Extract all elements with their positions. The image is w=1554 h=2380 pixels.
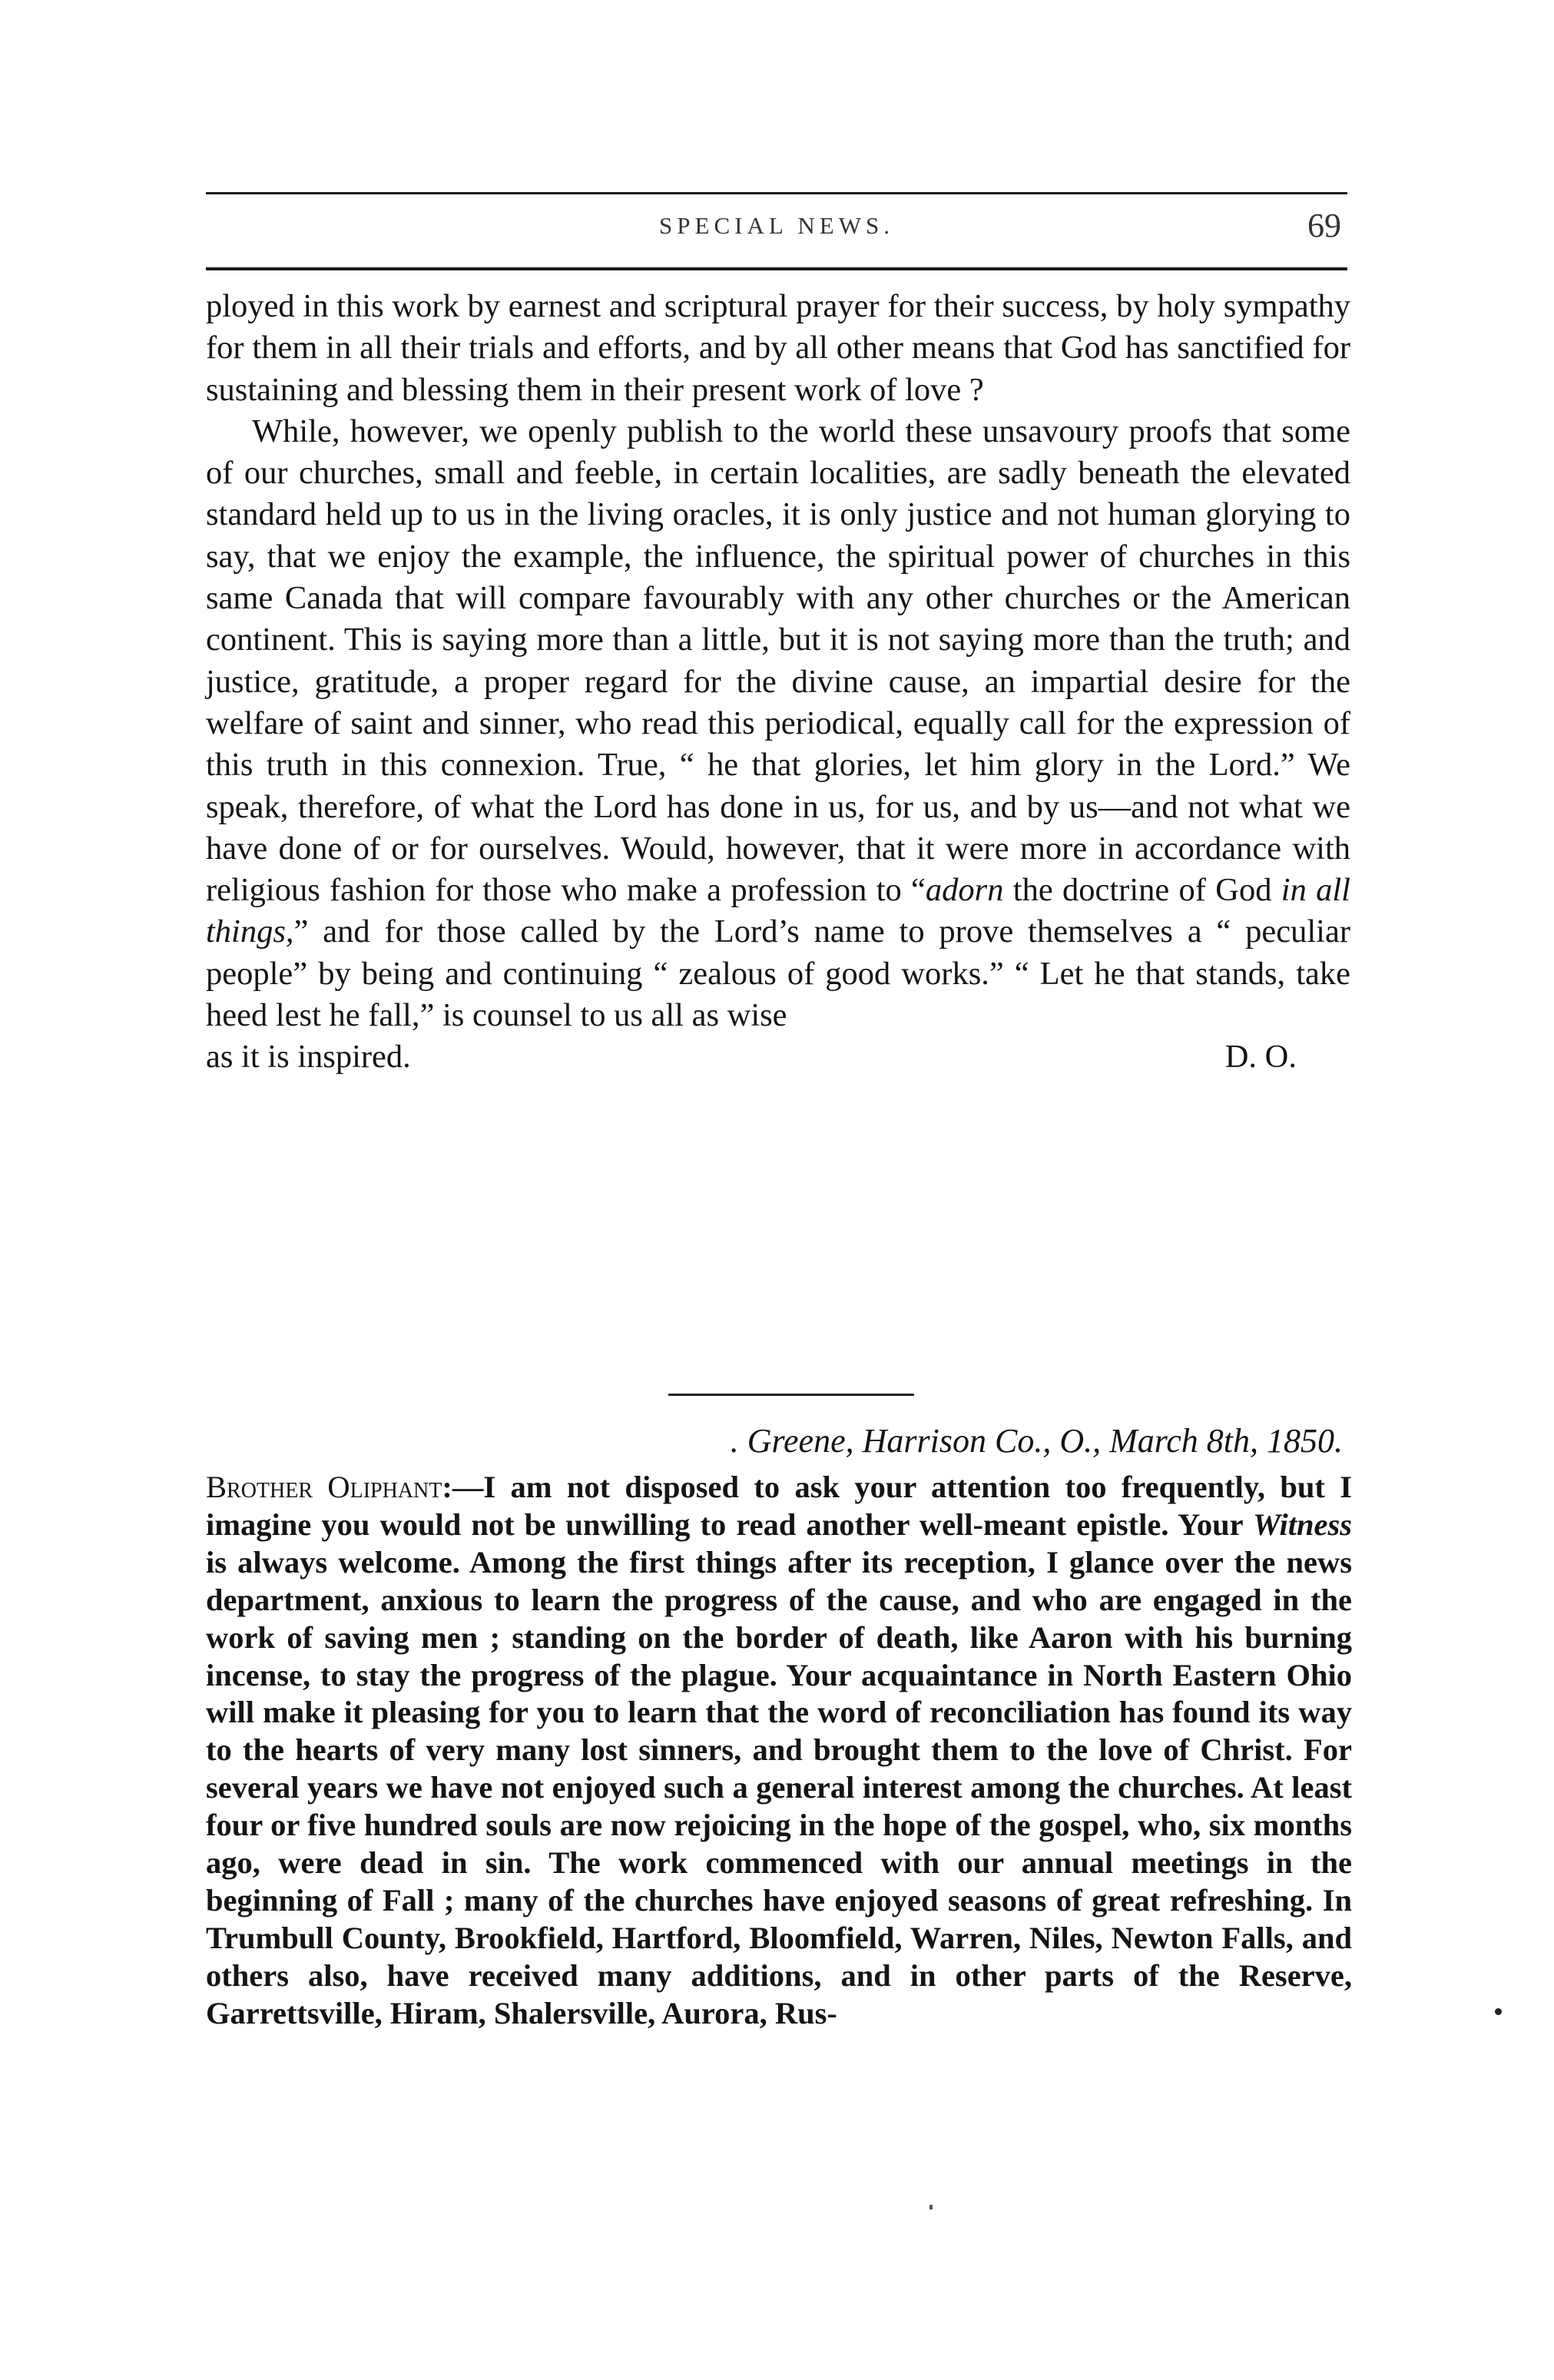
- article-body: [206, 286, 1350, 1079]
- article-paragraph-2-part-c: ” and for those called by the Lord’s name to prove themselves a “ peculiar people” by being and continuing “ zealous of good works.” “ Let he that stands, take heed lest he fall,” is counsel to us all as wise: [206, 913, 1350, 1034]
- article-paragraph-2-part-b: the doctrine of God: [1003, 872, 1281, 909]
- letter-body: [206, 1469, 1352, 2033]
- margin-mark: [1495, 2008, 1502, 2015]
- header-rule-bottom: [206, 267, 1347, 270]
- signoff-line: [206, 1036, 1350, 1078]
- witness-title: Witness: [1252, 1507, 1352, 1542]
- emphasis-in-all-things: in all things,: [206, 872, 1350, 950]
- article-paragraph-2-part-a: While, however, we openly publish to the world these unsavoury proofs that some of our churches, small and feeble, in certain localities, are sadly beneath the elevated standard held up to us in the living oracles, it is only justice and not human glorying to say, that we enjoy the example, the influence, the spiritual power of churches in this same Canada that will compare favourably with any other churches or the American continent. This is saying more than a little, but it is not saying more than the truth; and justice, gratitude, a proper regard for the divine cause, an impartial desire for the welfare of saint and sinner, who read this periodical, equally call for the expression of this truth in this connexion. True, “ he that glories, let him glory in the Lord.” We speak, therefore, of what the Lord has done in us, for us, and by us—and not what we have done of or for ourselves. Would, however, that it were more in accordance with religious fashion for those who make a profession to “: [206, 413, 1350, 909]
- header-rule-top: [206, 192, 1347, 194]
- letter-text-part-a: :—I am not disposed to ask your attention too frequently, but I imagine you would not be unwilling to read another well-meant epistle. Your: [206, 1470, 1353, 1542]
- running-head: [206, 206, 1347, 252]
- running-title: SPECIAL NEWS.: [659, 212, 894, 239]
- letter-salutation: Brother Oliphant: [206, 1470, 442, 1504]
- letter-text-part-b: is always welcome. Among the first things after its reception, I glance over the news department, anxious to learn the progress of the cause, and who are engaged in the work of saving men ; standing on the border of death, like Aaron with his burning incense, to stay the progress of the plague. Your acquaintance in North Eastern Ohio will make it pleasing for you to learn that the word of reconciliation has found its way to the hearts of very many lost sinners, and brought them to the love of Christ. For several years we have not enjoyed such a general interest among the churches. At least four or five hundred souls are now rejoicing in the hope of the gospel, who, six months ago, were dead in sin. The work commenced with our annual meetings in the beginning of Fall ; many of the churches have enjoyed seasons of great refreshing. In Trumbull County, Brookfield, Hartford, Bloomfield, Warren, Niles, Newton Falls, and others also, have received many additions, and in other parts of the Reserve, Garrettsville, Hiram, Shalersville, Aurora, Rus-: [206, 1544, 1352, 2030]
- article-last-line: as it is inspired.: [206, 1039, 411, 1076]
- emphasis-adorn: adorn: [925, 872, 1004, 909]
- letter-dateline: . Greene, Harrison Co., O., March 8th, 1850.: [730, 1422, 1343, 1460]
- page-number: 69: [1307, 207, 1341, 244]
- margin-mark-small: [929, 2205, 933, 2209]
- article-signature: D. O.: [1224, 1039, 1297, 1076]
- section-separator: [668, 1394, 914, 1396]
- article-paragraph-1: ployed in this work by earnest and scriptural prayer for their success, by holy sympathy for them in all their trials and efforts, and by all other means that God has sanctified for sustaining and blessing them in their present work of love ?: [206, 288, 1350, 408]
- article-paragraph-2: [206, 411, 1350, 1036]
